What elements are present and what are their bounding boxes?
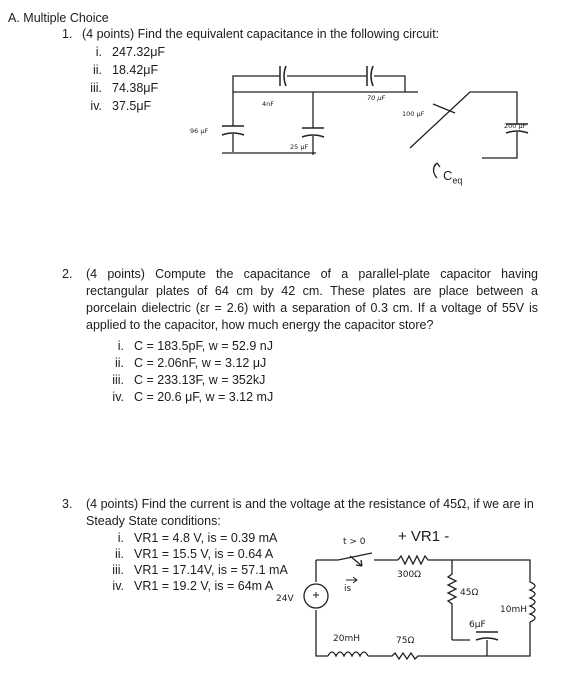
option-text: 74.38μF — [112, 81, 159, 95]
question-1-prompt: (4 points) Find the equivalent capacitance in the following circuit: — [82, 27, 440, 41]
resistor-45-icon — [448, 560, 456, 640]
option-text: 247.32μF — [112, 45, 166, 59]
option-number: ii. — [92, 63, 102, 77]
option-text: VR1 = 15.5 V, is = 0.64 A — [134, 547, 274, 561]
option-text: C = 233.13F, w = 352kJ — [134, 373, 266, 387]
plus-sign-icon — [313, 592, 319, 598]
option-number: i. — [117, 531, 124, 545]
option-text: C = 183.5pF, w = 52.9 nJ — [134, 339, 273, 353]
inductor-20mh-icon — [328, 652, 368, 656]
label-100uf: 100 μF — [402, 110, 425, 118]
option-number: iv. — [112, 579, 124, 593]
switch-icon — [338, 553, 372, 560]
resistor-300-icon — [398, 556, 452, 564]
capacitor-plate — [476, 638, 498, 640]
option-number: ii. — [114, 547, 124, 561]
resistor-75-icon — [368, 653, 487, 659]
option-text: VR1 = 17.14V, is = 57.1 mA — [134, 563, 288, 577]
option-number: iv. — [112, 390, 124, 404]
label-45-ohm: 45Ω — [460, 588, 479, 598]
option-text: 37.5μF — [112, 99, 152, 113]
option-number: ii. — [114, 356, 124, 370]
label-75-ohm: 75Ω — [396, 636, 415, 646]
section-title: A. Multiple Choice — [8, 11, 109, 25]
option-text: C = 20.6 μF, w = 3.12 mJ — [134, 390, 274, 404]
question-1-number: 1. — [62, 27, 73, 41]
question-2-prompt: (4 points) Compute the capacitance of a parallel-plate capacitor having rectangular plates of 64 cm by 42 cm. These plates are place between a porcelain dielectric (εr = 2.6) with a separation of 0.3 cm. If a voltage of 55V is applied to the capacitor, how much energy the capacitor store? — [86, 267, 538, 332]
label-24v: 24V — [276, 594, 294, 604]
option-text: VR1 = 4.8 V, is = 0.39 mA — [134, 531, 278, 545]
label-vr1: + VR1 - — [398, 528, 450, 545]
ceq-symbol: C — [443, 168, 453, 183]
ceq-subscript: eq — [452, 175, 463, 186]
question-3-prompt: (4 points) Find the current is and the voltage at the resistance of 45Ω, if we are in Steady State conditions: — [86, 497, 534, 528]
option-number: iv. — [90, 99, 102, 113]
circuit-wire — [452, 560, 530, 582]
label-4nf: 4nF — [262, 100, 274, 108]
label-20mh: 20mH — [333, 634, 360, 644]
label-switch: t > 0 — [343, 537, 366, 547]
label-200uf: 200 μF — [504, 122, 527, 130]
label-current: is — [344, 584, 352, 594]
option-text: VR1 = 19.2 V, is = 64m A — [134, 579, 274, 593]
option-number: iii. — [112, 373, 124, 387]
current-arrow-icon — [346, 577, 357, 583]
label-96uf: 96 μF — [190, 127, 209, 135]
option-text: C = 2.06nF, w = 3.12 μJ — [134, 356, 267, 370]
switch-arrow-icon — [350, 556, 362, 566]
label-25uf: 25 μF — [290, 143, 309, 151]
label-70uf: 70 μF — [367, 94, 386, 102]
option-number: iii. — [90, 81, 102, 95]
option-number: i. — [95, 45, 102, 59]
inductor-10mh-icon — [530, 582, 535, 622]
option-number: iii. — [112, 563, 124, 577]
label-300-ohm: 300Ω — [397, 570, 422, 580]
label-10mh: 10mH — [500, 605, 527, 615]
label-6uf: 6μF — [469, 620, 486, 630]
circuit-wire — [452, 640, 487, 656]
question-3-number: 3. — [62, 497, 73, 511]
option-text: 18.42μF — [112, 63, 159, 77]
option-number: i. — [117, 339, 124, 353]
question-2-number: 2. — [62, 267, 73, 281]
